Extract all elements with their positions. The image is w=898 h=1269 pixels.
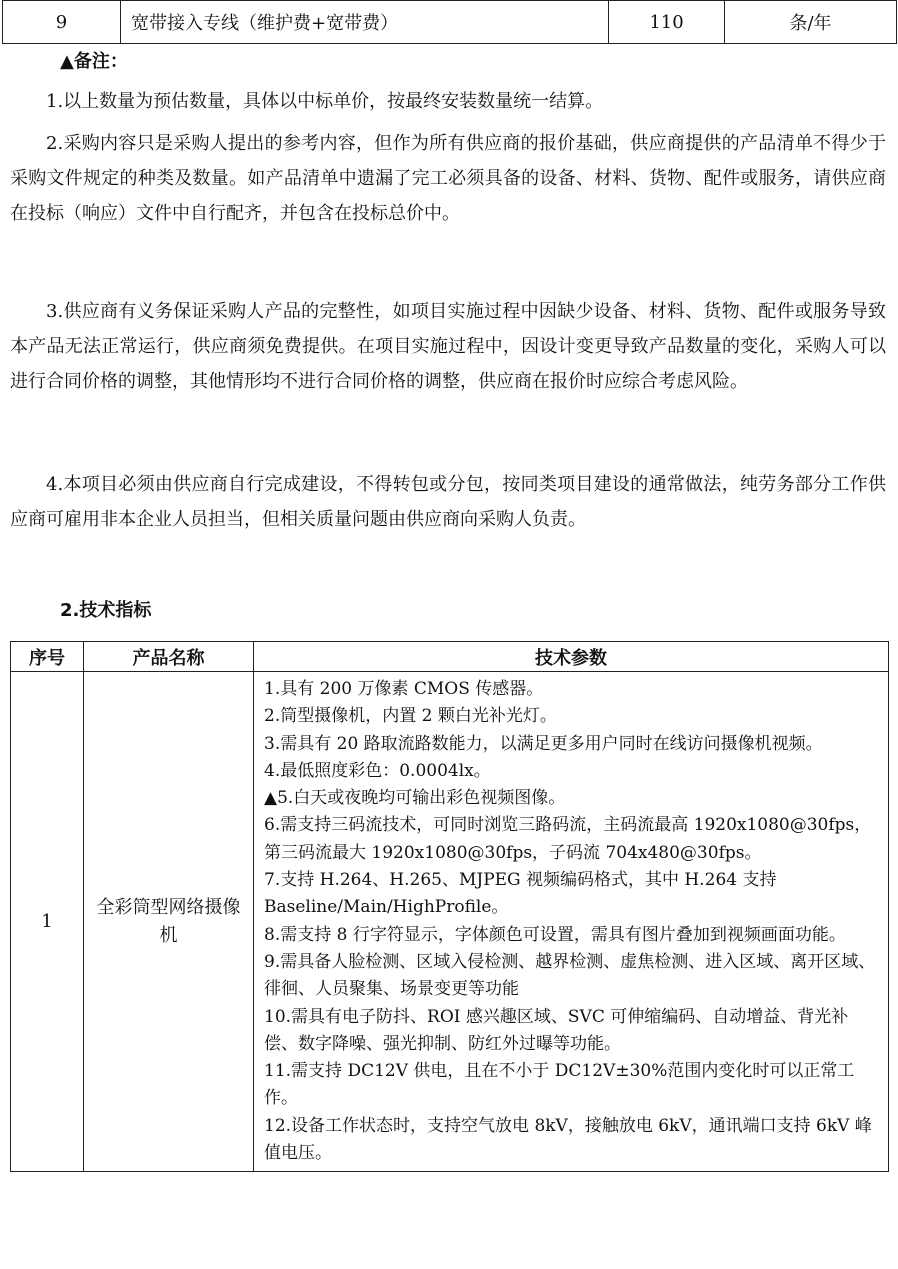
section-title: 2.技术指标 — [60, 600, 152, 621]
spec-line: 3.需具有 20 路取流路数能力，以满足更多用户同时在线访问摄像机视频。 — [264, 733, 823, 754]
spec-line: 7.支持 H.264、H.265、MJPEG 视频编码格式，其中 H.264 支持 Baseline/Main/HighProfile。 — [264, 870, 777, 918]
note-4: 4.本项目必须由供应商自行完成建设，不得转包或分包，按同类项目建设的通常做法，纯劳务部分工作供应商可雇用非本企业人员担当，但相关质量问题由供应商向采购人负责。 — [10, 474, 886, 530]
spec-line: 9.需具备人脸检测、区域入侵检测、越界检测、虚焦检测、进入区域、离开区域、徘徊、人员聚集、场景变更等功能 — [264, 951, 876, 1000]
spec-line: ▲5.白天或夜晚均可输出彩色视频图像。 — [264, 788, 566, 809]
note-3: 3.供应商有义务保证采购人产品的完整性，如项目实施过程中因缺少设备、材料、货物、配件或服务导致本产品无法正常运行，供应商须免费提供。在项目实施过程中，因设计变更导致产品数量的变化，采购人可以进行合同价格的调整，其他情形均不进行合同价格的调整，供应商在报价时应综合考虑风险。 — [10, 301, 886, 392]
spec-header-row — [11, 642, 889, 672]
header-product-name: 产品名称 — [84, 642, 254, 672]
spec-line: 2.筒型摄像机，内置 2 颗白光补光灯。 — [264, 706, 557, 727]
spec-line: 10.需具有电子防抖、ROI 感兴趣区域、SVC 可伸缩编码、自动增益、背光补偿、数字降噪、强光抑制、防红外过曝等功能。 — [264, 1006, 849, 1054]
item-name: 宽带接入专线（维护费+宽带费） — [121, 1, 609, 44]
spec-line: 4.最低照度彩色：0.0004lx。 — [264, 760, 491, 781]
spec-parameters — [254, 672, 889, 1172]
top-table-row — [2, 0, 897, 44]
row-number: 9 — [3, 1, 121, 44]
table-row — [11, 672, 889, 1172]
item-quantity: 110 — [609, 1, 725, 44]
spec-row-number: 1 — [11, 672, 84, 1172]
spec-product-name: 全彩筒型网络摄像机 — [84, 672, 254, 1172]
spec-line: 1.具有 200 万像素 CMOS 传感器。 — [264, 679, 544, 699]
note-2: 2.采购内容只是采购人提出的参考内容，但作为所有供应商的报价基础，供应商提供的产品清单不得少于采购文件规定的种类及数量。如产品清单中遗漏了完工必须具备的设备、材料、货物、配件或服务，请供应商在投标（响应）文件中自行配齐，并包含在投标总价中。 — [10, 133, 886, 224]
spec-line: 8.需支持 8 行字符显示，字体颜色可设置，需具有图片叠加到视频画面功能。 — [264, 924, 846, 945]
spec-line: 12.设备工作状态时，支持空气放电 8kV，接触放电 6kV，通讯端口支持 6kV 峰值电压。 — [264, 1115, 872, 1164]
header-parameters: 技术参数 — [254, 642, 889, 672]
table-row — [3, 1, 897, 44]
spec-line: 6.需支持三码流技术，可同时浏览三路码流，主码流最高 1920x1080@30fps，第三码流最大 1920x1080@30fps，子码流 704x480@30fps。 — [264, 815, 872, 863]
item-unit: 条/年 — [725, 1, 897, 44]
note-1: 1.以上数量为预估数量，具体以中标单价，按最终安装数量统一结算。 — [46, 91, 604, 112]
spec-table — [10, 641, 889, 1172]
notes-title: ▲备注： — [60, 51, 128, 72]
header-number: 序号 — [11, 642, 84, 672]
spec-line: 11.需支持 DC12V 供电，且在不小于 DC12V±30%范围内变化时可以正常工作。 — [264, 1061, 855, 1109]
